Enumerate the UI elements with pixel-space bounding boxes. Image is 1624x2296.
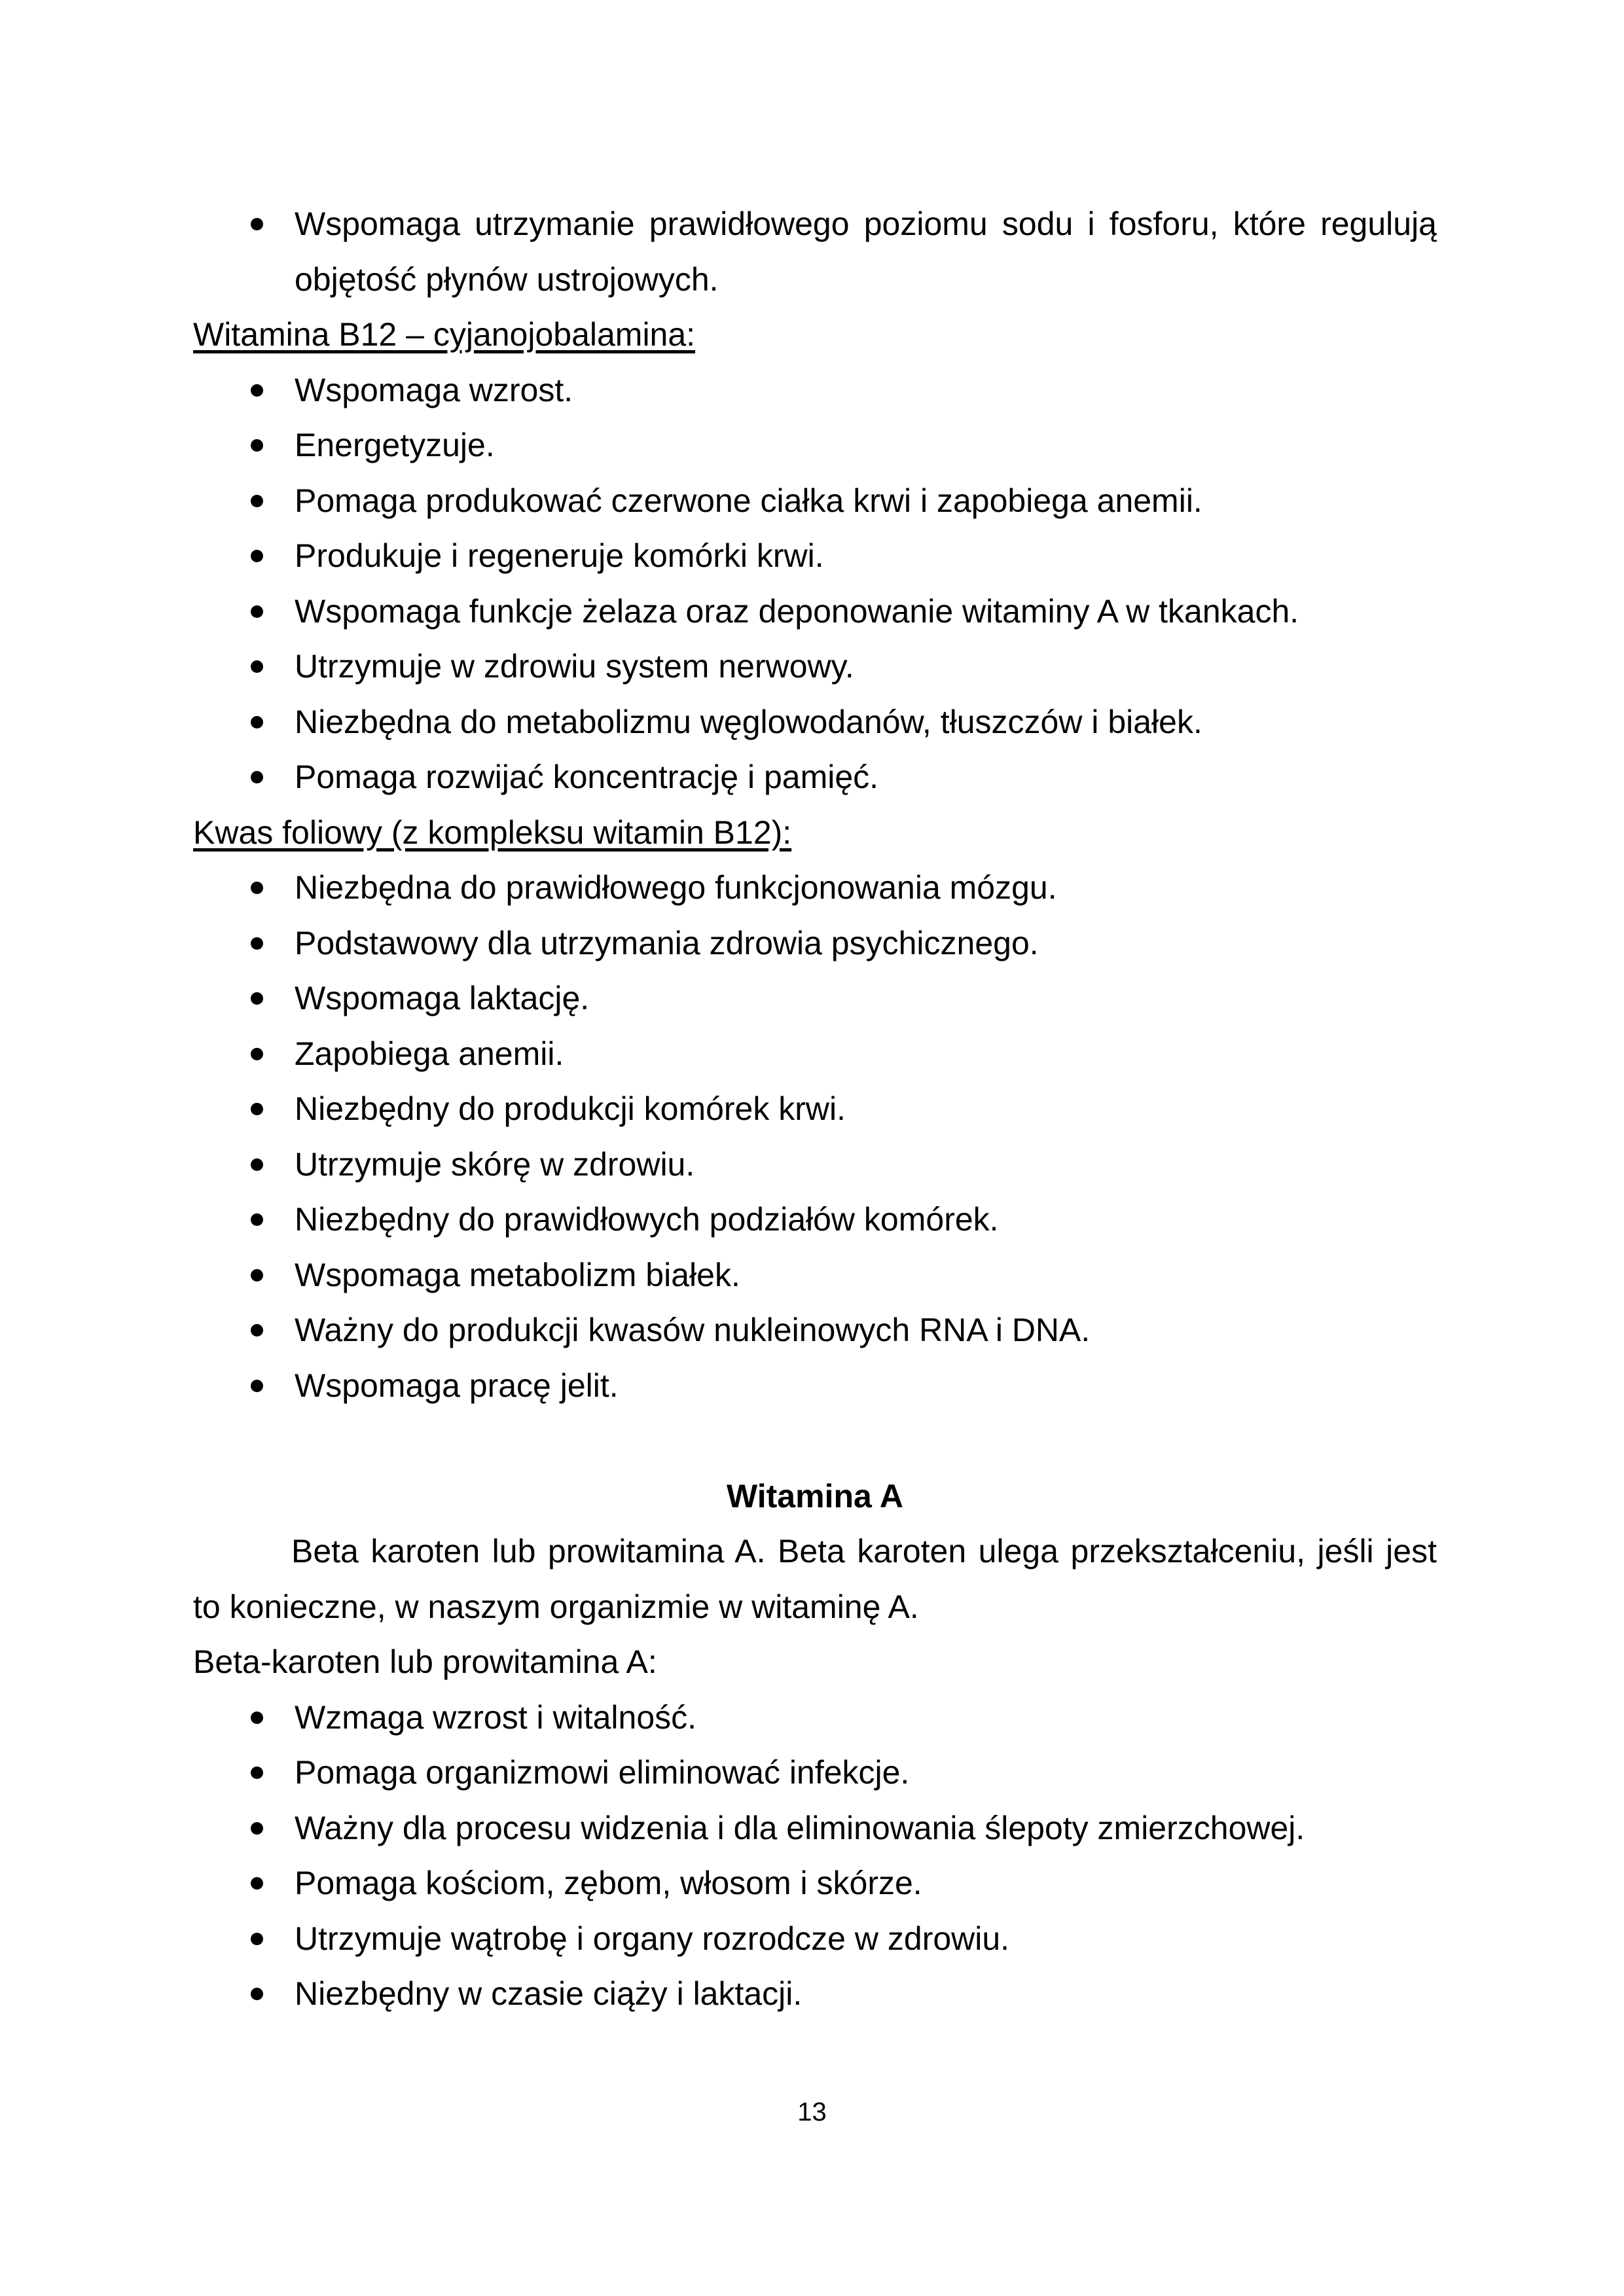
- bullet-text: Zapobiega anemii.: [295, 1035, 564, 1072]
- bullet-icon: [251, 1213, 263, 1226]
- vitamin-a-paragraph: Beta karoten lub prowitamina A. Beta karoten ulega przekształceniu, jeśli jest to konieczne, w naszym organizmie w witaminę A.: [193, 1533, 1437, 1625]
- bullet-item: [193, 1856, 1437, 1911]
- bullet-item: [193, 1745, 1437, 1801]
- bullet-text: Niezbędny w czasie ciąży i laktacji.: [295, 1975, 803, 2012]
- bullet-icon: [251, 1380, 263, 1392]
- bullet-icon: [251, 1822, 263, 1835]
- bullet-text: Wzmaga wzrost i witalność.: [295, 1698, 697, 1736]
- page-number: 13: [797, 2098, 827, 2126]
- bullet-icon: [251, 937, 263, 950]
- bullet-item: [193, 363, 1437, 418]
- vitamin-b12-heading: Witamina B12 – cyjanojobalamina:: [193, 316, 696, 353]
- bullet-item: [193, 1192, 1437, 1247]
- bullet-text: Produkuje i regeneruje komórki krwi.: [295, 537, 824, 574]
- bullet-text: Pomaga organizmowi eliminować infekcje.: [295, 1754, 910, 1791]
- vitamin-a-title: Witamina A: [727, 1477, 903, 1515]
- bullet-text: Energetyzuje.: [295, 427, 495, 463]
- bullet-icon: [251, 1158, 263, 1171]
- page-content: [193, 196, 1437, 2022]
- bullet-icon: [251, 660, 263, 673]
- bullet-icon: [251, 1877, 263, 1890]
- bullet-icon: [251, 1988, 263, 2000]
- section-gap: [193, 1413, 1437, 1469]
- folic-acid-heading: Kwas foliowy (z kompleksu witamin B12):: [193, 814, 792, 851]
- bullet-icon: [251, 605, 263, 618]
- bullet-item: [193, 1690, 1437, 1746]
- bullet-item: [193, 1966, 1437, 2022]
- bullet-item: [193, 1358, 1437, 1414]
- bullet-text: Niezbędny do produkcji komórek krwi.: [295, 1090, 846, 1127]
- bullet-item: [193, 584, 1437, 639]
- bullet-item: [193, 1911, 1437, 1967]
- beta-carotene-list: [193, 1690, 1437, 2022]
- bullet-item: [193, 916, 1437, 971]
- bullet-text: Ważny dla procesu widzenia i dla eliminowania ślepoty zmierzchowej.: [295, 1809, 1305, 1846]
- bullet-icon: [251, 439, 263, 452]
- bullet-item: [193, 418, 1437, 473]
- bullet-text: Pomaga kościom, zębom, włosom i skórze.: [295, 1865, 922, 1901]
- bullet-icon: [251, 550, 263, 562]
- bullet-icon: [251, 1712, 263, 1724]
- bullet-icon: [251, 716, 263, 728]
- bullet-text: Wspomaga funkcje żelaza oraz deponowanie witaminy A w tkankach.: [295, 592, 1299, 630]
- bullet-text: Wspomaga utrzymanie prawidłowego poziomu sodu i fosforu, które regulują objętość płynów ustrojowych.: [295, 206, 1437, 298]
- bullet-text: Wspomaga metabolizm białek.: [295, 1256, 740, 1293]
- bullet-item: [193, 1247, 1437, 1303]
- bullet-item: [193, 1801, 1437, 1856]
- bullet-icon: [251, 771, 263, 783]
- bullet-item: [193, 196, 1437, 307]
- bullet-icon: [251, 882, 263, 894]
- bullet-icon: [251, 495, 263, 507]
- bullet-item: [193, 749, 1437, 805]
- bullet-item: [193, 1026, 1437, 1082]
- bullet-item: [193, 528, 1437, 584]
- bullet-item: [193, 473, 1437, 529]
- bullet-text: Pomaga produkować czerwone ciałka krwi i zapobiega anemii.: [295, 482, 1202, 519]
- bullet-text: Ważny do produkcji kwasów nukleinowych RNA i DNA.: [295, 1312, 1091, 1348]
- bullet-text: Niezbędna do metabolizmu węglowodanów, tłuszczów i białek.: [295, 703, 1202, 740]
- bullet-item: [193, 694, 1437, 750]
- bullet-item: [193, 639, 1437, 694]
- folic-acid-list: [193, 860, 1437, 1413]
- bullet-icon: [251, 218, 263, 230]
- bullet-text: Utrzymuje skórę w zdrowiu.: [295, 1145, 695, 1183]
- bullet-text: Wspomaga wzrost.: [295, 371, 573, 408]
- bullet-text: Wspomaga pracę jelit.: [295, 1367, 619, 1404]
- bullet-item: [193, 971, 1437, 1026]
- bullet-icon: [251, 1103, 263, 1115]
- bullet-icon: [251, 1269, 263, 1282]
- continued-bullet-list: [193, 196, 1437, 307]
- bullet-item: [193, 1302, 1437, 1358]
- bullet-text: Podstawowy dla utrzymania zdrowia psychicznego.: [295, 924, 1039, 961]
- bullet-text: Utrzymuje wątrobę i organy rozrodcze w zdrowiu.: [295, 1920, 1010, 1957]
- bullet-icon: [251, 1324, 263, 1336]
- bullet-icon: [251, 1767, 263, 1779]
- bullet-icon: [251, 384, 263, 397]
- bullet-icon: [251, 1933, 263, 1945]
- bullet-text: Wspomaga laktację.: [295, 980, 590, 1016]
- bullet-item: [193, 1081, 1437, 1137]
- bullet-text: Niezbędna do prawidłowego funkcjonowania mózgu.: [295, 869, 1057, 906]
- beta-carotene-subheading: Beta-karoten lub prowitamina A:: [193, 1643, 657, 1680]
- bullet-text: Niezbędny do prawidłowych podziałów komórek.: [295, 1201, 999, 1238]
- bullet-text: Pomaga rozwijać koncentrację i pamięć.: [295, 759, 879, 795]
- bullet-item: [193, 1137, 1437, 1193]
- bullet-item: [193, 860, 1437, 916]
- vitamin-b12-list: [193, 363, 1437, 805]
- bullet-text: Utrzymuje w zdrowiu system nerwowy.: [295, 648, 854, 685]
- bullet-icon: [251, 1048, 263, 1060]
- bullet-icon: [251, 992, 263, 1005]
